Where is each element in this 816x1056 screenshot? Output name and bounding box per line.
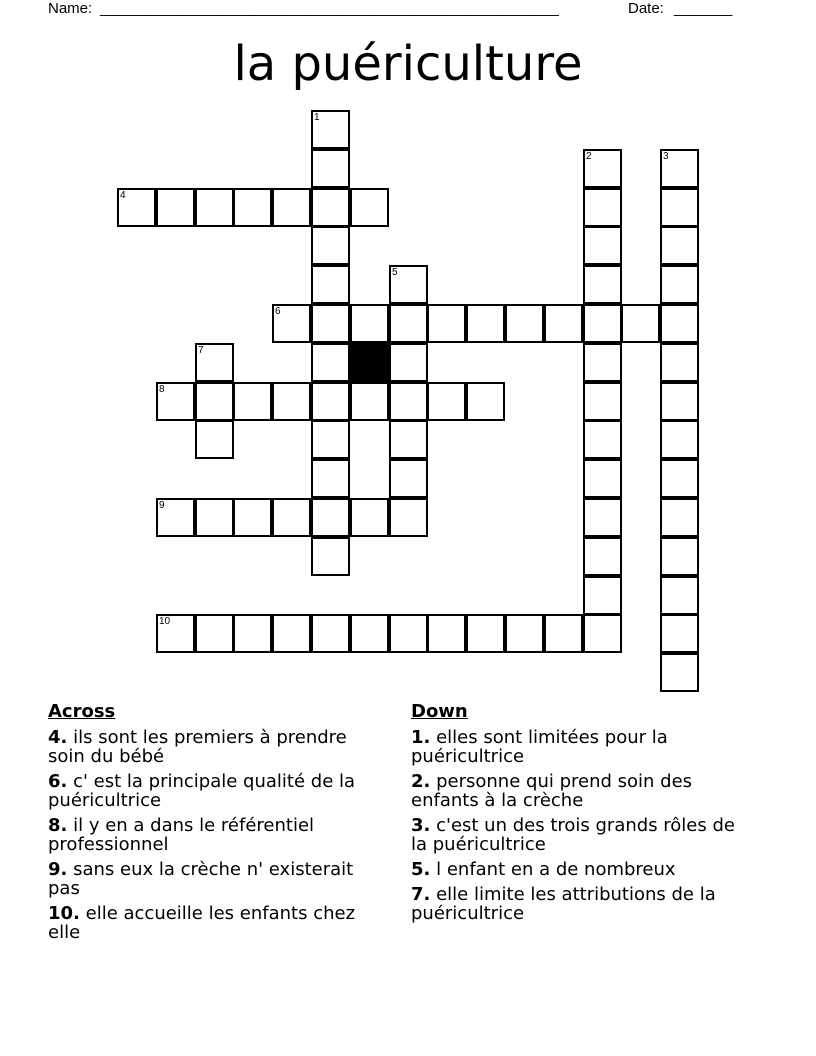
crossword-cell[interactable] <box>272 614 311 653</box>
clue-across-6 <box>48 772 378 810</box>
clue-number: 9. <box>48 859 68 880</box>
clue-number: 1. <box>411 727 431 748</box>
crossword-cell[interactable] <box>389 304 428 343</box>
crossword-cell[interactable] <box>583 382 622 421</box>
crossword-cell[interactable] <box>350 498 389 537</box>
crossword-cell[interactable] <box>621 304 660 343</box>
crossword-cell[interactable] <box>583 576 622 615</box>
crossword-cell[interactable] <box>660 149 699 188</box>
crossword-cell[interactable] <box>350 382 389 421</box>
crossword-cell[interactable] <box>311 304 350 343</box>
clue-down-7 <box>411 885 756 923</box>
crossword-cell[interactable] <box>583 188 622 227</box>
crossword-cell[interactable] <box>195 343 234 382</box>
crossword-cell[interactable] <box>427 304 466 343</box>
date-label: Date: <box>628 0 664 17</box>
clue-text: personne qui prend soin des enfants à la crèche <box>411 771 693 811</box>
crossword-cell[interactable] <box>117 188 156 227</box>
crossword-cell[interactable] <box>583 498 622 537</box>
clue-text: elle accueille les enfants chez elle <box>48 903 356 943</box>
crossword-cell[interactable] <box>156 188 195 227</box>
crossword-cell[interactable] <box>311 459 350 498</box>
clue-down-2 <box>411 772 756 810</box>
crossword-cell[interactable] <box>389 614 428 653</box>
across-heading: Across <box>48 701 116 722</box>
clue-text: il y en a dans le référentiel professionnel <box>48 815 315 855</box>
name-line[interactable]: _______________________________________________________ <box>100 0 559 17</box>
clue-number-label: 4 <box>120 190 126 201</box>
crossword-cell[interactable] <box>311 265 350 304</box>
crossword-cell[interactable] <box>466 614 505 653</box>
crossword-cell[interactable] <box>195 420 234 459</box>
crossword-cell[interactable] <box>195 382 234 421</box>
crossword-cell[interactable] <box>660 304 699 343</box>
crossword-cell[interactable] <box>156 614 195 653</box>
clue-number-label: 1 <box>314 112 320 123</box>
crossword-cell[interactable] <box>660 537 699 576</box>
crossword-cell[interactable] <box>389 382 428 421</box>
crossword-cell[interactable] <box>272 304 311 343</box>
crossword-cell[interactable] <box>660 614 699 653</box>
black-cell <box>350 343 389 382</box>
crossword-cell[interactable] <box>505 304 544 343</box>
crossword-cell[interactable] <box>311 537 350 576</box>
down-heading: Down <box>411 701 468 722</box>
crossword-cell[interactable] <box>660 576 699 615</box>
crossword-cell[interactable] <box>350 614 389 653</box>
clue-number-label: 2 <box>586 151 592 162</box>
crossword-cell[interactable] <box>660 498 699 537</box>
crossword-cell[interactable] <box>389 459 428 498</box>
page-title: la puériculture <box>233 36 583 92</box>
crossword-cell[interactable] <box>272 498 311 537</box>
crossword-cell[interactable] <box>660 188 699 227</box>
clue-text: c' est la principale qualité de la puéricultrice <box>48 771 356 811</box>
crossword-cell[interactable] <box>660 420 699 459</box>
crossword-cell[interactable] <box>389 498 428 537</box>
crossword-cell[interactable] <box>660 265 699 304</box>
clue-text: l enfant en a de nombreux <box>436 859 676 880</box>
clue-down-3 <box>411 816 756 854</box>
crossword-cell[interactable] <box>427 614 466 653</box>
clue-down-5 <box>411 860 756 879</box>
crossword-cell[interactable] <box>389 343 428 382</box>
clue-number-label: 3 <box>663 151 669 162</box>
crossword-cell[interactable] <box>311 614 350 653</box>
crossword-cell[interactable] <box>583 149 622 188</box>
clue-number: 3. <box>411 815 431 836</box>
crossword-cell[interactable] <box>427 382 466 421</box>
crossword-cell[interactable] <box>583 537 622 576</box>
clue-number: 4. <box>48 727 68 748</box>
crossword-cell[interactable] <box>350 304 389 343</box>
crossword-cell[interactable] <box>583 304 622 343</box>
crossword-cell[interactable] <box>233 614 272 653</box>
clue-down-1 <box>411 728 756 766</box>
clue-number-label: 9 <box>159 500 165 511</box>
crossword-cell[interactable] <box>583 343 622 382</box>
crossword-cell[interactable] <box>156 498 195 537</box>
crossword-cell[interactable] <box>544 614 583 653</box>
crossword-cell[interactable] <box>195 614 234 653</box>
crossword-cell[interactable] <box>660 653 699 692</box>
clue-number: 10. <box>48 903 80 924</box>
crossword-cell[interactable] <box>311 343 350 382</box>
crossword-cell[interactable] <box>233 188 272 227</box>
crossword-cell[interactable] <box>583 265 622 304</box>
crossword-cell[interactable] <box>660 226 699 265</box>
crossword-cell[interactable] <box>660 459 699 498</box>
crossword-cell[interactable] <box>233 382 272 421</box>
down-clues <box>411 702 756 929</box>
name-label: Name: <box>48 0 93 17</box>
crossword-cell[interactable] <box>233 498 272 537</box>
crossword-cell[interactable] <box>544 304 583 343</box>
crossword-cell[interactable] <box>389 420 428 459</box>
clue-across-8 <box>48 816 378 854</box>
crossword-cell[interactable] <box>505 614 544 653</box>
crossword-cell[interactable] <box>583 459 622 498</box>
clue-number-label: 6 <box>275 306 281 317</box>
clue-number: 2. <box>411 771 431 792</box>
crossword-cell[interactable] <box>350 188 389 227</box>
clue-text: sans eux la crèche n' existerait pas <box>48 859 354 899</box>
clue-text: elles sont limitées pour la puéricultrice <box>411 727 668 767</box>
crossword-cell[interactable] <box>660 343 699 382</box>
clue-number: 8. <box>48 815 68 836</box>
crossword-cell[interactable] <box>311 420 350 459</box>
crossword-cell[interactable] <box>272 382 311 421</box>
crossword-cell[interactable] <box>583 614 622 653</box>
crossword-cell[interactable] <box>311 382 350 421</box>
crossword-cell[interactable] <box>660 382 699 421</box>
crossword-cell[interactable] <box>156 382 195 421</box>
clue-text: c'est un des trois grands rôles de la puéricultrice <box>411 815 735 855</box>
crossword-cell[interactable] <box>195 188 234 227</box>
across-clues <box>48 702 378 948</box>
crossword-cell[interactable] <box>466 304 505 343</box>
clue-number: 6. <box>48 771 68 792</box>
crossword-cell[interactable] <box>311 149 350 188</box>
clue-number: 5. <box>411 859 431 880</box>
date-line[interactable]: _______ <box>674 0 733 17</box>
crossword-cell[interactable] <box>311 188 350 227</box>
crossword-cell[interactable] <box>583 226 622 265</box>
clue-number: 7. <box>411 884 431 905</box>
clue-number-label: 7 <box>198 345 204 356</box>
clue-number-label: 8 <box>159 384 165 395</box>
crossword-cell[interactable] <box>311 226 350 265</box>
crossword-cell[interactable] <box>389 265 428 304</box>
crossword-cell[interactable] <box>311 498 350 537</box>
clue-text: elle limite les attributions de la puéricultrice <box>411 884 716 924</box>
crossword-cell[interactable] <box>583 420 622 459</box>
crossword-cell[interactable] <box>311 110 350 149</box>
clue-number-label: 10 <box>159 616 171 627</box>
clue-text: ils sont les premiers à prendre soin du bébé <box>48 727 347 767</box>
crossword-cell[interactable] <box>195 498 234 537</box>
clue-across-9 <box>48 860 378 898</box>
crossword-cell[interactable] <box>272 188 311 227</box>
clue-number-label: 5 <box>392 267 398 278</box>
crossword-cell[interactable] <box>466 382 505 421</box>
clue-across-4 <box>48 728 378 766</box>
clue-across-10 <box>48 904 378 942</box>
